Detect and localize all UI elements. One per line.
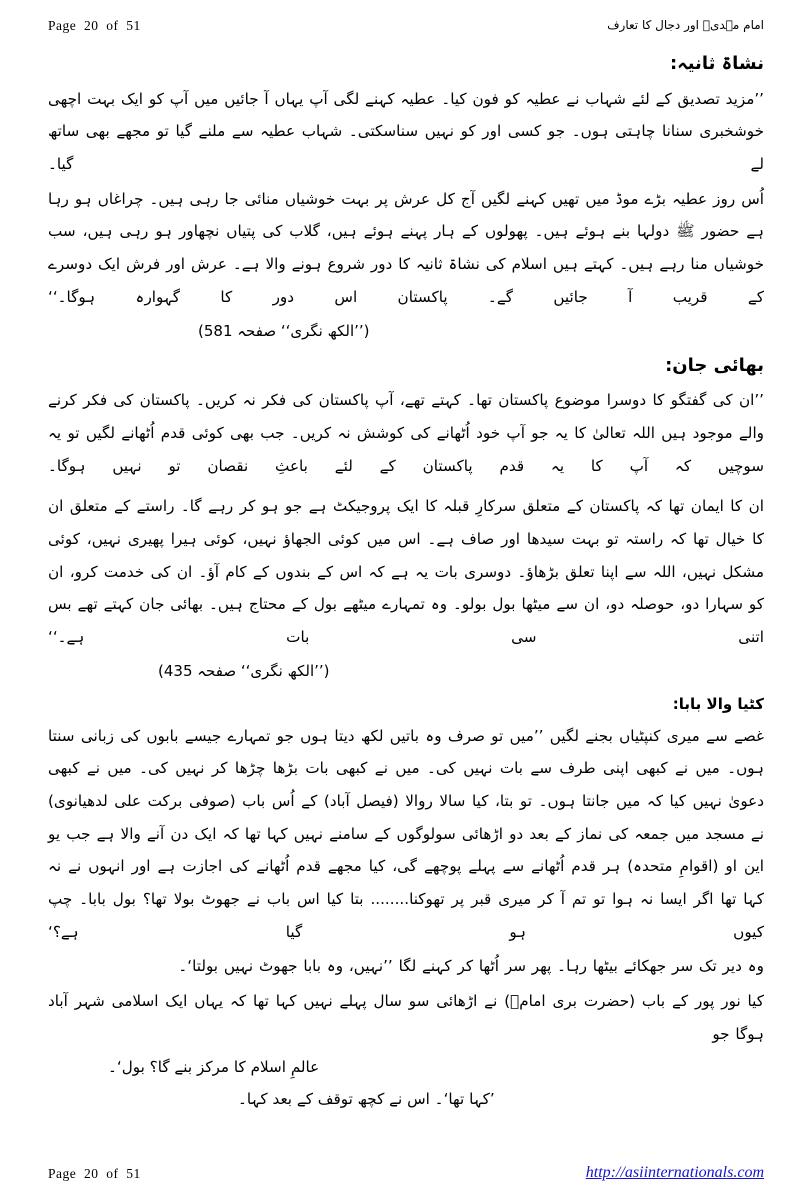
footer-website-link[interactable]: http://asiinternationals.com <box>585 1164 764 1181</box>
section-1-paragraph-2: اُس روز عطیہ بڑے موڈ میں تھیں کہنے لگیں آج کل عرش پر بہت خوشیاں منائی جا رہی ہیں۔ چراغاں ہو رہا ہے حضور ﷺ دولہا بنے ہوئے ہیں۔ پھولوں کے ہار پہنے ہوئے ہیں، گلاب کی پتیاں نچھاور ہو رہی ہیں، سب خوشیاں منا رہے ہیں۔ کہتے ہیں اسلام کی نشاۃ ثانیہ کا دور شروع ہونے والا ہے۔ عرش اور فرش ایک دوسرے کے قریب آ جائیں گے۔ پاکستان اس دور کا گہوارہ ہوگا۔‘‘ <box>48 189 764 306</box>
section-heading-1: نشاۃ ثانیہ: <box>669 53 764 74</box>
document-body <box>48 50 764 1116</box>
section-2-reference: (’’الکھ نگری‘‘ صفحہ 435) <box>158 661 330 680</box>
section-3-closing-line-3: ’کہا تھا‘۔ اس نے کچھ توقف کے بعد کہا۔ <box>238 1090 495 1109</box>
section-3-paragraph-2: وہ دیر تک سر جھکائے بیٹھا رہا۔ پھر سر اُٹھا کر کہنے لگا ’’نہیں، وہ بابا جھوٹ نہیں بولتا‘۔ <box>178 957 764 976</box>
section-1-paragraph-1: ’’مزید تصدیق کے لئے شہاب نے عطیہ کو فون کیا۔ عطیہ کہنے لگی آپ یہاں آ جائیں میں آپ کو ایک بہت اچھی خوشخبری سنانا چاہتی ہوں۔ جو کسی اور کو نہیں سناسکتی۔ شہاب عطیہ سے ملنے گیا تو مجھے بھی ساتھ لے گیا۔ <box>48 89 764 174</box>
section-3-closing-line-1: کیا نور پور کے باب (حضرت بری امامؒ) نے اڑھائی سو سال پہلے نہیں کہا تھا کہ یہاں ایک اسلامی شہر آباد ہوگا جو <box>48 992 764 1043</box>
page-footer <box>48 1164 764 1182</box>
section-2-paragraph-1: ’’ان کی گفتگو کا دوسرا موضوع پاکستان تھا۔ کہتے تھے، آپ پاکستان کی فکر نہ کریں۔ پاکستان کی فکر کرنے والے موجود ہیں اللہ تعالیٰ کا یہ جو آپ خود اُٹھانے کی کوشش نہ کریں۔ جب بھی کوئی قدم اُٹھانے لگیں تو یہ سوچیں کہ آپ کا یہ قدم پاکستان کے لئے باعثِ نقصان تو نہیں ہوگا۔ <box>48 391 764 475</box>
section-3-paragraph-1: غصے سے میری کنپٹیاں بجنے لگیں ’’میں تو صرف وہ باتیں لکھ دیتا ہوں جو تمہارے جیسے بابوں کی زبانی سنتا ہوں۔ میں نے کبھی اپنی طرف سے بات نہیں کی۔ میں نے کبھی بات بڑھا چڑھا کر نہیں کی۔ میں نے کبھی دعویٰ نہیں کیا کہ میں جانتا ہوں۔ تو بتا، کیا سالا روالا (فیصل آباد) کے اُس باب (صوفی برکت علی لدھیانوی) نے مسجد میں جمعہ کی نماز کے بعد دو اڑھائی سولوگوں کے سامنے نہیں کہا تھا کہ ایک دن آنے والا ہے جب یو این او (اقوامِ متحدہ) ہر قدم اُٹھانے سے پہلے پوچھے گی، کیا مجھے قدم اُٹھانے کی اجازت ہے اور انہوں نے نہ کہا تھا اگر ایسا نہ ہوا تو تم آ کر میری قبر پر تھوکنا........ بتا کیا اس باب نے جھوٹ بولا تھا؟ بول بابا۔ چپ کیوں ہو گیا ہے؟‘ <box>48 726 764 941</box>
header-book-title: امام مہدیؑ اور دجال کا تعارف <box>607 18 764 32</box>
section-2-paragraph-2: ان کا ایمان تھا کہ پاکستان کے متعلق سرکارِ قبلہ کا ایک پروجیکٹ ہے جو ہو کر رہے گا۔ راستے کے متعلق ان کا خیال تھا کہ راستہ تو بہت سیدھا اور صاف ہے۔ اس میں کوئی الجھاؤ نہیں، کوئی ہیرا پھیری نہیں، کوئی مشکل نہیں، اللہ سے اپنا تعلق بڑھاؤ۔ دوسری بات یہ ہے کہ اس کے بندوں کے کام آؤ۔ ان کی خدمت کرو، ان کو سہارا دو، حوصلہ دو، ان سے میٹھا بول بولو۔ وہ تمہارے میٹھے بول کے محتاج ہیں۔ بھائی جان کہتے تھے بس اتنی سی بات ہے۔‘‘ <box>48 497 764 646</box>
header-page-number: Page 20 of 51 <box>48 18 141 33</box>
section-3-closing-line-2: عالمِ اسلام کا مرکز بنے گا؟ بول‘۔ <box>108 1058 320 1077</box>
section-1-reference: (’’الکھ نگری‘‘ صفحہ 581) <box>198 321 370 340</box>
section-heading-3: کٹیا والا بابا: <box>672 694 764 713</box>
page-header <box>48 18 764 44</box>
section-heading-2: بھائی جان: <box>665 354 764 376</box>
footer-page-number: Page 20 of 51 <box>48 1166 141 1181</box>
